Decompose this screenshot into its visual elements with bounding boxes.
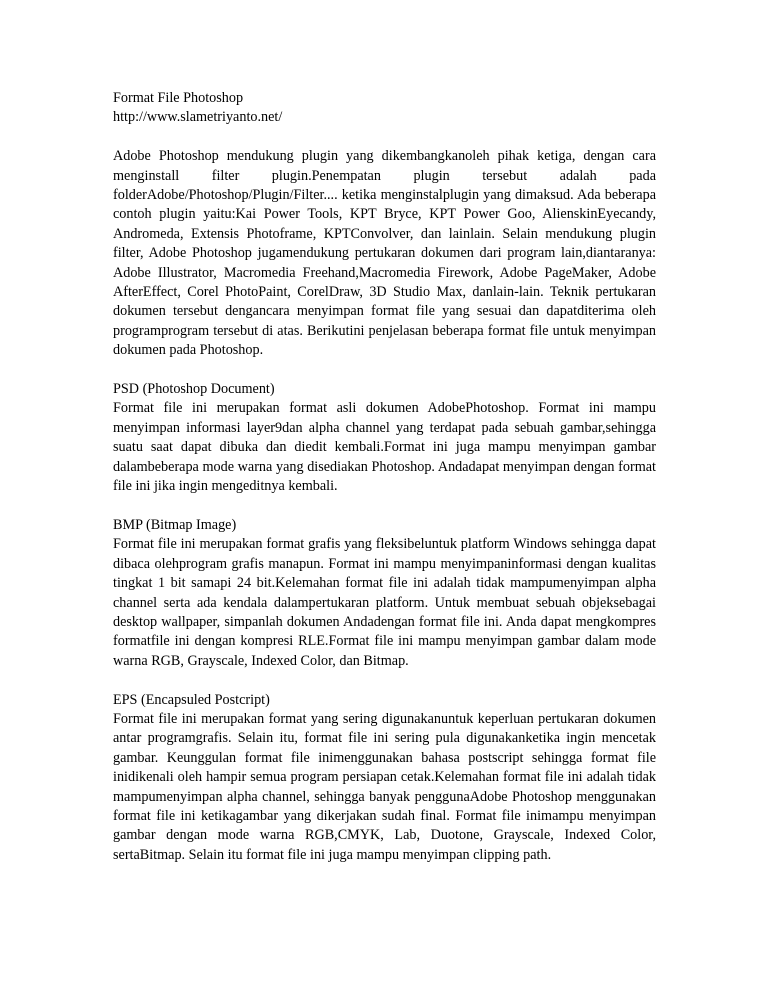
document-page [113,89,656,865]
section-body-eps: Format file ini merupakan format yang sering digunakanuntuk keperluan pertukaran dokumen antar programgrafis. Selain itu, format file ini sering pula digunakanketika ingin mencetak gambar. Keunggulan format file inimenggunakan bahasa postscript sehingga format file inidikenali oleh hampir semua program persiapan cetak.Kelemahan format file ini adalah tidak mampumenyimpan alpha channel, sehingga banyak penggunaAdobe Photoshop menggunakan format file ini ketikagambar yang dikerjakan sudah final. Format file inimampu menyimpan gambar dengan mode warna RGB,CMYK, Lab, Duotone, Grayscale, Indexed Color, sertaBitmap. Selain itu format file ini juga mampu menyimpan clipping path. [113,710,656,863]
section-heading-psd: PSD (Photoshop Document) [113,381,275,398]
section-heading-eps: EPS (Encapsuled Postcript) [113,691,270,708]
spacer [113,128,656,147]
spacer [113,361,656,380]
spacer [113,497,656,516]
section-body-psd: Format file ini merupakan format asli dokumen AdobePhotoshop. Format ini mampu menyimpan informasi layer9dan alpha channel yang terdapat pada sebuah gambar,sehingga suatu saat dapat dibuka dan diedit kembali.Format ini juga mampu menyimpan gambar dalambeberapa mode warna yang disediakan Photoshop. Andadapat menyimpan dengan format file ini jika ingin mengeditnya kembali. [113,400,656,495]
spacer [113,671,656,690]
document-title: Format File Photoshop [113,90,244,106]
section-heading-bmp: BMP (Bitmap Image) [113,516,237,533]
intro-paragraph: Adobe Photoshop mendukung plugin yang dikembangkanoleh pihak ketiga, dengan cara menginstall filter plugin.Penempatan plugin tersebut adalah pada folderAdobe/Photoshop/Plugin/Filter.... ketika menginstalplugin yang dimaksud. Ada beberapa contoh plugin yaitu:Kai Power Tools, KPT Bryce, KPT Power Goo, AlienskinEyecandy, Andromeda, Extensis Photoframe, KPTConvolver, dan lainlain. Selain mendukung plugin filter, Adobe Photoshop jugamendukung pertukaran dokumen dari program lain,diantaranya: Adobe Illustrator, Macromedia Freehand,Macromedia Firework, Adobe PageMaker, Adobe AfterEffect, Corel PhotoPaint, CorelDraw, 3D Studio Max, danlain-lain. Teknik pertukaran dokumen tersebut dengancara menyimpan format file yang sesuai dan dapatditerima oleh programprogram tersebut di atas. Berikutini penjelasan beberapa format file untuk menyimpan dokumen pada Photoshop. [113,148,656,359]
source-url: http://www.slametriyanto.net/ [113,109,283,126]
section-body-bmp: Format file ini merupakan format grafis yang fleksibeluntuk platform Windows sehingga dapat dibaca olehprogram grafis manapun. Format ini mampu menyimpaninformasi dengan kualitas tingkat 1 bit samapi 24 bit.Kelemahan format file ini adalah tidak mampumenyimpan alpha channel serta ada kendala dalampertukaran platform. Untuk membuat sebuah objeksebagai desktop wallpaper, simpanlah dokumen Andadengan format file ini. Anda dapat mengkompres formatfile ini dengan kompresi RLE.Format file ini mampu menyimpan gambar dalam mode warna RGB, Grayscale, Indexed Color, dan Bitmap. [113,536,656,669]
